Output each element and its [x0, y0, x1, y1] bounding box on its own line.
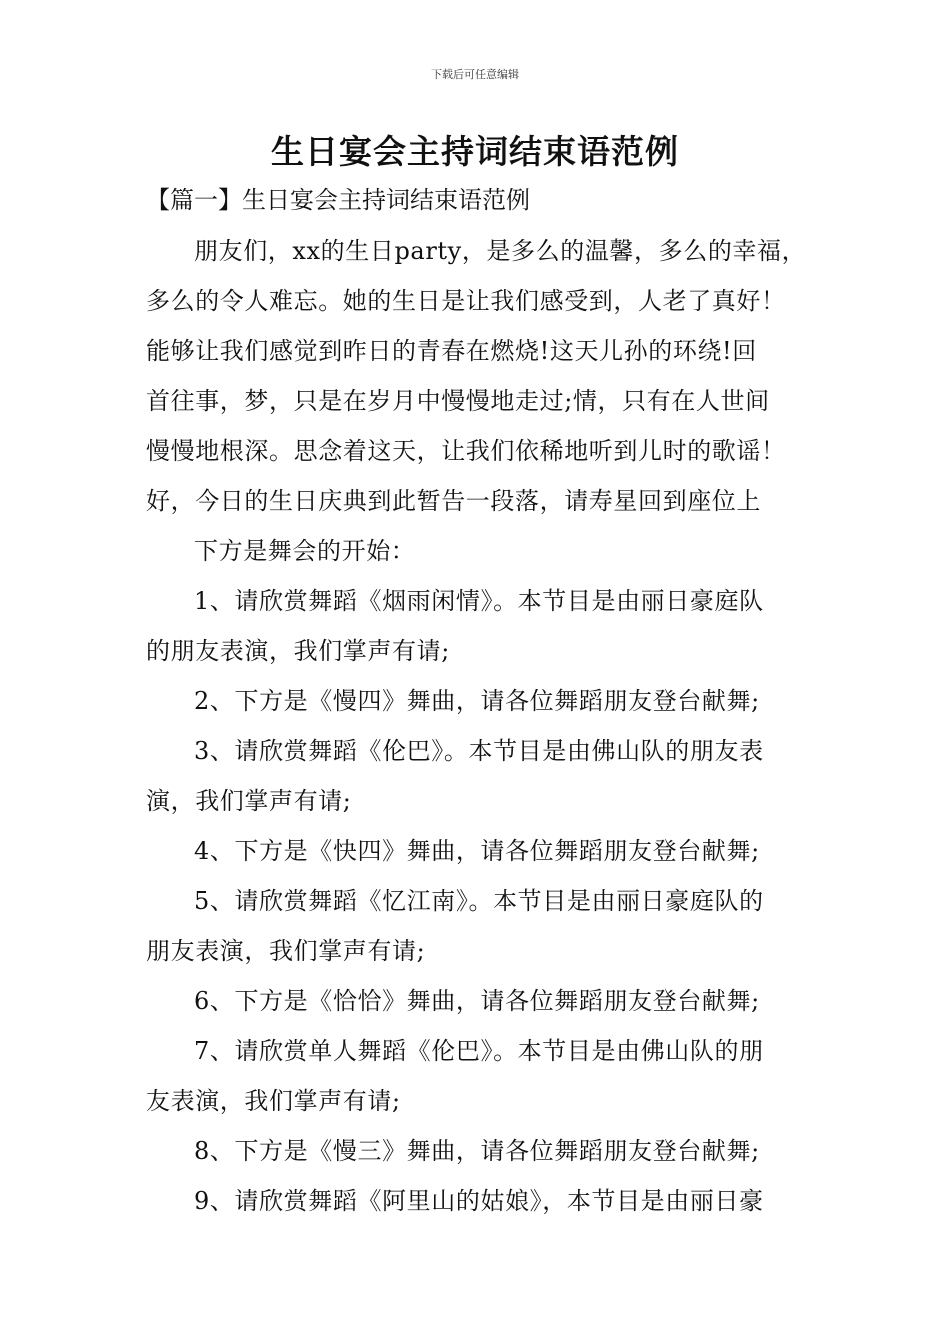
- body-paragraph: [146, 726, 826, 826]
- paragraph-line: 2、下方是《慢四》舞曲，请各位舞蹈朋友登台献舞;: [194, 687, 760, 715]
- paragraph-line: 9、请欣赏舞蹈《阿里山的姑娘》，本节目是由丽日豪: [194, 1187, 764, 1215]
- paragraph-line: 1、请欣赏舞蹈《烟雨闲情》。本节目是由丽日豪庭队: [194, 587, 764, 615]
- paragraph-line: 朋友表演，我们掌声有请;: [146, 937, 426, 965]
- paragraph-line: 下方是舞会的开始：: [194, 537, 416, 565]
- body-paragraph: [146, 826, 826, 876]
- body-paragraph: [146, 876, 826, 976]
- document-body: [146, 226, 826, 1226]
- body-paragraph: [146, 976, 826, 1026]
- body-paragraph: [146, 1126, 826, 1176]
- paragraph-line: 慢慢地根深。思念着这天，让我们依稀地听到儿时的歌谣！: [146, 437, 786, 465]
- paragraph-line: 首往事，梦，只是在岁月中慢慢地走过;情，只有在人世间: [146, 387, 770, 415]
- section-heading: 【篇一】生日宴会主持词结束语范例: [146, 186, 530, 214]
- body-paragraph: [146, 226, 826, 526]
- paragraph-line: 演，我们掌声有请;: [146, 787, 352, 815]
- paragraph-line: 能够让我们感觉到昨日的青春在燃烧!这天儿孙的环绕!回: [146, 337, 757, 365]
- paragraph-line: 3、请欣赏舞蹈《伦巴》。本节目是由佛山队的朋友表: [194, 737, 764, 765]
- paragraph-line: 朋友们，xx的生日party，是多么的温馨，多么的幸福，: [194, 237, 807, 265]
- paragraph-line: 好，今日的生日庆典到此暂告一段落，请寿星回到座位上: [146, 487, 761, 515]
- paragraph-line: 5、请欣赏舞蹈《忆江南》。本节目是由丽日豪庭队的: [194, 887, 764, 915]
- body-paragraph: [146, 526, 826, 576]
- body-paragraph: [146, 576, 826, 676]
- body-paragraph: [146, 1176, 826, 1226]
- paragraph-line: 友表演，我们掌声有请;: [146, 1087, 401, 1115]
- body-paragraph: [146, 676, 826, 726]
- paragraph-line: 6、下方是《恰恰》舞曲，请各位舞蹈朋友登台献舞;: [194, 987, 760, 1015]
- paragraph-line: 多么的令人难忘。她的生日是让我们感受到，人老了真好！: [146, 287, 786, 315]
- paragraph-line: 的朋友表演，我们掌声有请;: [146, 637, 450, 665]
- body-paragraph: [146, 1026, 826, 1126]
- document-title: 生日宴会主持词结束语范例: [271, 132, 679, 171]
- paragraph-line: 7、请欣赏单人舞蹈《伦巴》。本节目是由佛山队的朋: [194, 1037, 764, 1065]
- header-note: 下载后可任意编辑: [431, 68, 519, 81]
- paragraph-line: 4、下方是《快四》舞曲，请各位舞蹈朋友登台献舞;: [194, 837, 760, 865]
- paragraph-line: 8、下方是《慢三》舞曲，请各位舞蹈朋友登台献舞;: [194, 1137, 760, 1165]
